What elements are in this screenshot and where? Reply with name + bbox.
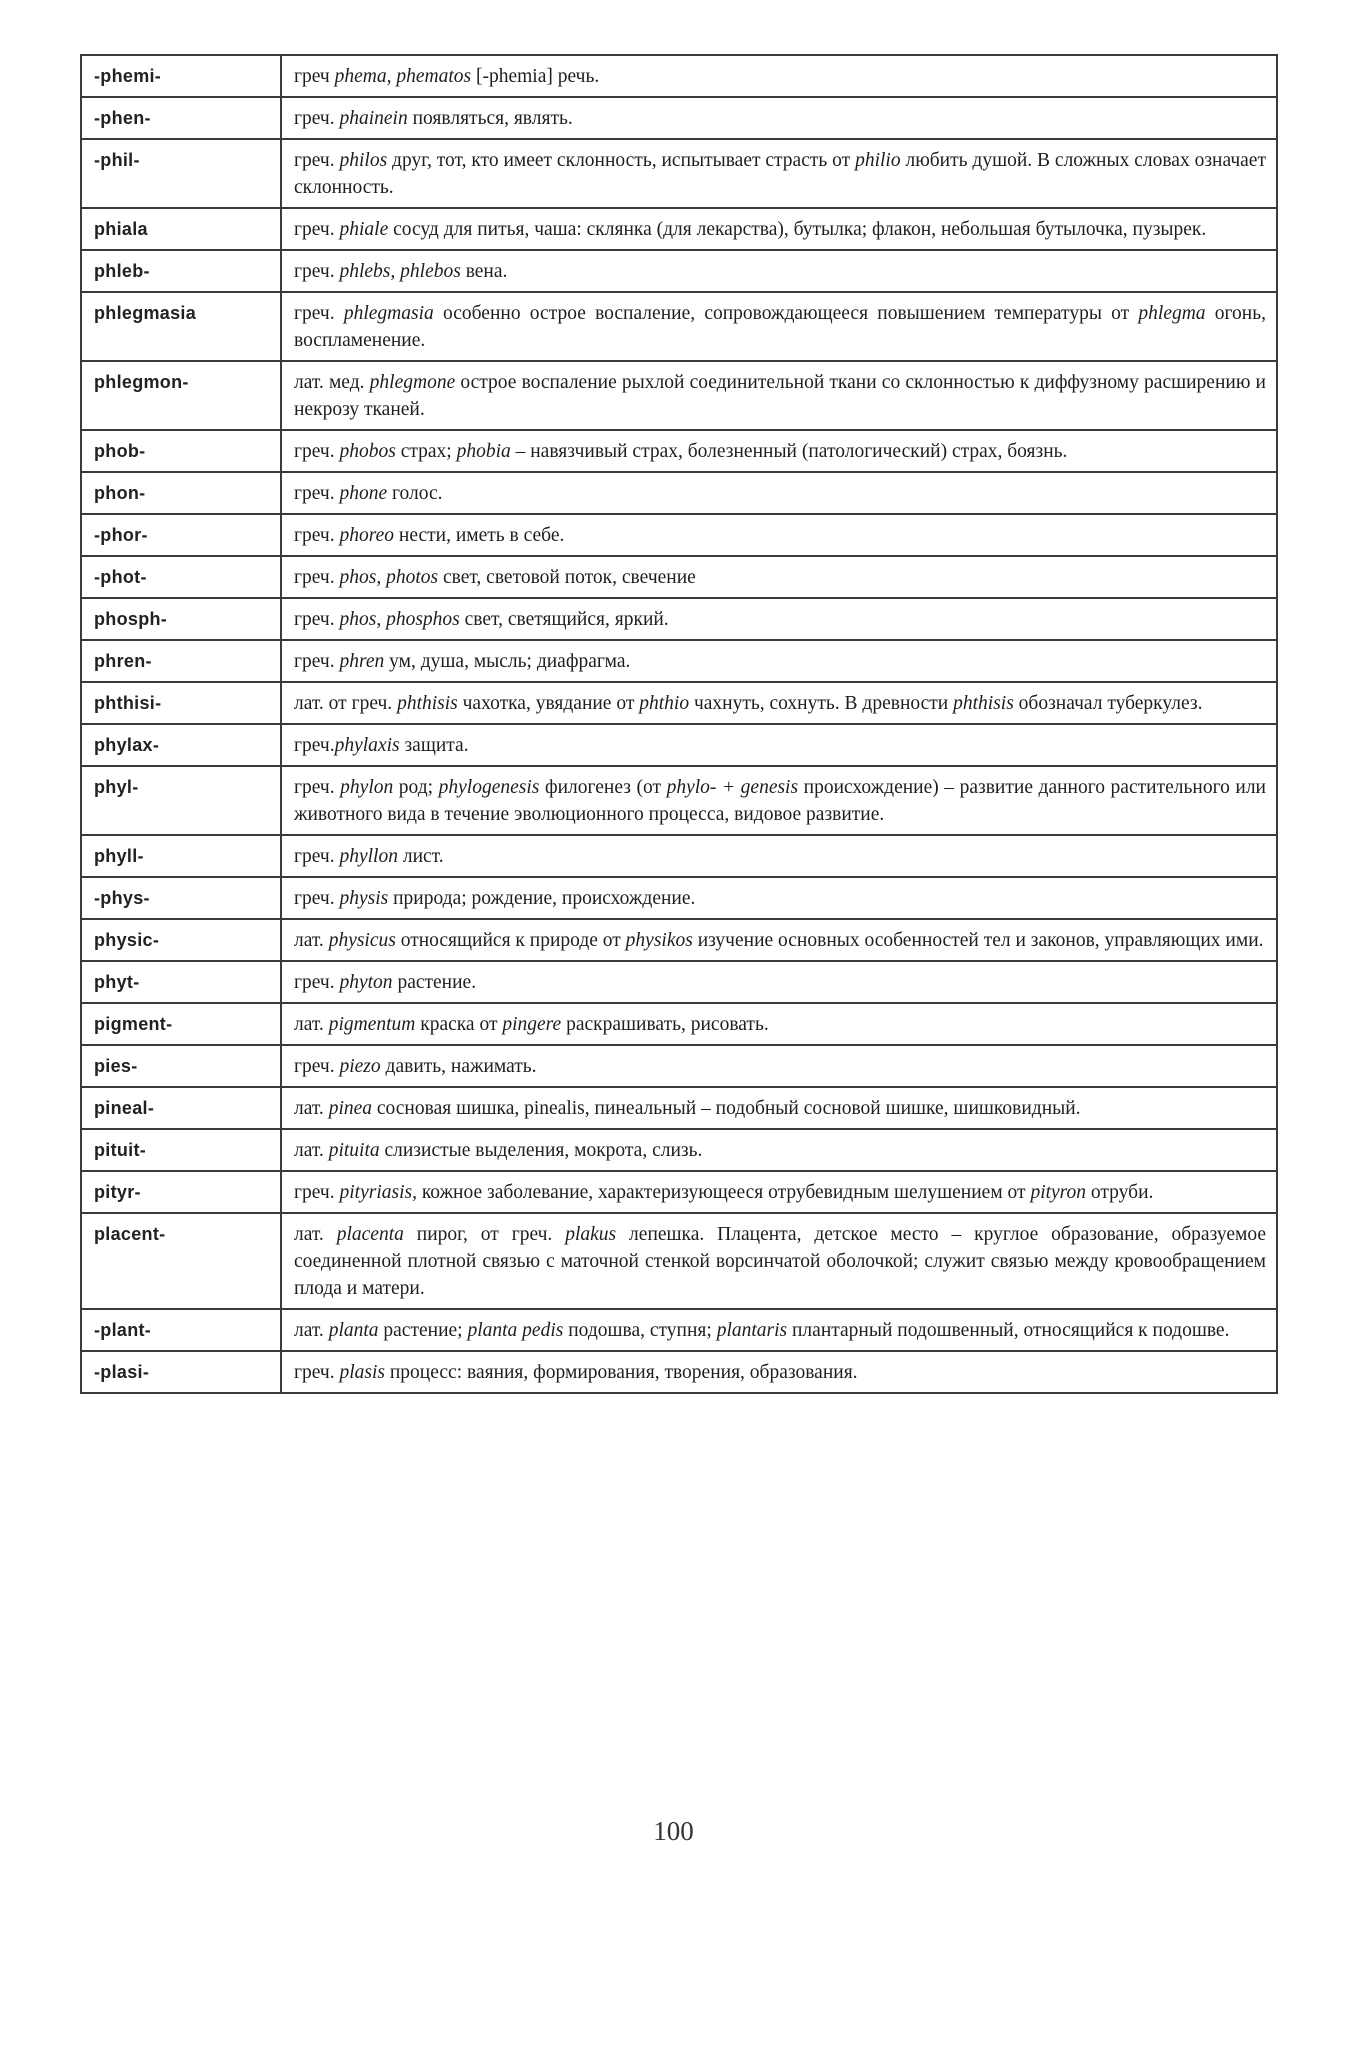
definition-term-italic: phoreo bbox=[339, 525, 395, 546]
definition-term-italic: pituita bbox=[328, 1140, 380, 1161]
term-cell: -plant- bbox=[81, 1309, 281, 1351]
definition-text: давить, нажимать. bbox=[380, 1056, 537, 1077]
definition-term-italic: plasis bbox=[339, 1362, 385, 1383]
definition-term-italic: phema, phematos bbox=[334, 66, 472, 87]
definition-text: греч. bbox=[294, 108, 340, 129]
definition-term-italic: phobia bbox=[456, 441, 511, 462]
definition-text: свет, световой поток, свечение bbox=[438, 567, 696, 588]
definition-text: защита. bbox=[399, 735, 469, 756]
definition-cell bbox=[281, 292, 1277, 361]
definition-text: греч. bbox=[294, 609, 340, 630]
definition-text: лат. bbox=[294, 930, 329, 951]
definition-term-italic: philos bbox=[339, 150, 388, 171]
table-row bbox=[81, 514, 1277, 556]
definition-text: относящийся к природе от bbox=[395, 930, 626, 951]
table-row bbox=[81, 1129, 1277, 1171]
term-cell: phleb- bbox=[81, 250, 281, 292]
definition-text: кожное заболевание, характеризующееся отрубевидным шелушением от bbox=[416, 1182, 1031, 1203]
definition-cell bbox=[281, 682, 1277, 724]
term-cell: phon- bbox=[81, 472, 281, 514]
definition-term-italic: pigmentum bbox=[328, 1014, 416, 1035]
definition-text: страх; bbox=[395, 441, 457, 462]
definition-text: обозначал туберкулез. bbox=[1013, 693, 1203, 714]
definition-term-italic: physis bbox=[339, 888, 389, 909]
term-cell: -plasi- bbox=[81, 1351, 281, 1393]
definition-text: греч. bbox=[294, 735, 335, 756]
definition-text: род; bbox=[393, 777, 439, 798]
definition-cell bbox=[281, 55, 1277, 97]
definition-cell bbox=[281, 514, 1277, 556]
definition-cell bbox=[281, 1003, 1277, 1045]
table-row bbox=[81, 292, 1277, 361]
definition-term-italic: phylo- + genesis bbox=[666, 777, 799, 798]
definition-term-italic: placenta bbox=[336, 1224, 404, 1245]
definition-cell bbox=[281, 361, 1277, 430]
definition-term-italic: phthio bbox=[639, 693, 690, 714]
definition-text: подошва, ступня; bbox=[563, 1320, 717, 1341]
definition-text: свет, светящийся, яркий. bbox=[459, 609, 669, 630]
term-cell: physic- bbox=[81, 919, 281, 961]
definition-cell bbox=[281, 1351, 1277, 1393]
definition-text: греч. bbox=[294, 846, 340, 867]
definition-text: греч. bbox=[294, 567, 340, 588]
definition-term-italic: phthisis bbox=[953, 693, 1014, 714]
definition-text: вена. bbox=[460, 261, 508, 282]
term-cell: phlegmon- bbox=[81, 361, 281, 430]
definition-text: растение. bbox=[392, 972, 477, 993]
definition-term-italic: phylaxis bbox=[334, 735, 400, 756]
definition-text: отруби. bbox=[1086, 1182, 1154, 1203]
table-row bbox=[81, 961, 1277, 1003]
definition-text: слизистые выделения, мокрота, слизь. bbox=[379, 1140, 703, 1161]
table-row bbox=[81, 361, 1277, 430]
definition-cell bbox=[281, 1045, 1277, 1087]
table-row bbox=[81, 55, 1277, 97]
definition-text: лат. мед. bbox=[294, 372, 370, 393]
definition-term-italic: philio bbox=[855, 150, 901, 171]
definition-cell bbox=[281, 1087, 1277, 1129]
term-cell: -phot- bbox=[81, 556, 281, 598]
definition-term-italic: phylogenesis bbox=[438, 777, 540, 798]
definition-term-italic: physikos bbox=[625, 930, 693, 951]
table-row bbox=[81, 835, 1277, 877]
definition-term-italic: plakus bbox=[565, 1224, 617, 1245]
definition-term-italic: planta pedis bbox=[467, 1320, 564, 1341]
definition-cell bbox=[281, 919, 1277, 961]
definition-text: греч. bbox=[294, 261, 340, 282]
definition-text: греч bbox=[294, 66, 335, 87]
definition-cell bbox=[281, 766, 1277, 835]
table-row bbox=[81, 472, 1277, 514]
table-row bbox=[81, 598, 1277, 640]
definition-term-italic: phos, photos bbox=[339, 567, 439, 588]
definition-term-italic: physicus bbox=[328, 930, 396, 951]
definition-text: филогенез (от bbox=[539, 777, 667, 798]
definition-cell bbox=[281, 139, 1277, 208]
definition-text: изучение основных особенностей тел и законов, управляющих ими. bbox=[692, 930, 1264, 951]
definition-cell bbox=[281, 877, 1277, 919]
term-cell: phosph- bbox=[81, 598, 281, 640]
definition-text: огонь, воспламенение. bbox=[294, 303, 1267, 351]
definition-text: греч. bbox=[294, 777, 341, 798]
table-row bbox=[81, 724, 1277, 766]
table-row bbox=[81, 139, 1277, 208]
table-row bbox=[81, 682, 1277, 724]
definition-text: греч. bbox=[294, 150, 340, 171]
definition-cell bbox=[281, 1171, 1277, 1213]
glossary-table bbox=[80, 54, 1278, 1394]
table-row bbox=[81, 1087, 1277, 1129]
definition-text: острое воспаление рыхлой соединительной ткани со склонностью к диффузному расширению и некрозу тканей. bbox=[294, 372, 1266, 420]
definition-term-italic: phylon bbox=[340, 777, 394, 798]
table-row bbox=[81, 250, 1277, 292]
definition-term-italic: planta bbox=[328, 1320, 379, 1341]
term-cell: -phys- bbox=[81, 877, 281, 919]
table-row bbox=[81, 1351, 1277, 1393]
definition-text: сосуд для питья, чаша: склянка (для лекарства), бутылка; флакон, небольшая бутылочка, пузырек. bbox=[388, 219, 1207, 240]
table-row bbox=[81, 1003, 1277, 1045]
term-cell: phyl- bbox=[81, 766, 281, 835]
definition-text: особенно острое воспаление, сопровождающееся повышением температуры от bbox=[433, 303, 1139, 324]
definition-text: лепешка. Плацента, детское место – круглое образование, образуемое соединенной плотной связью с маточной стенкой ворсинчатой оболочкой; служит связью между кровообращением плода и матери. bbox=[294, 1224, 1266, 1299]
definition-text: лат. bbox=[294, 1224, 337, 1245]
term-cell: phyll- bbox=[81, 835, 281, 877]
term-cell: -phil- bbox=[81, 139, 281, 208]
term-cell: phyt- bbox=[81, 961, 281, 1003]
definition-term-italic: phiale bbox=[339, 219, 389, 240]
definition-text: греч. bbox=[294, 972, 340, 993]
definition-term-italic: phlebs, phlebos bbox=[339, 261, 461, 282]
definition-term-italic: phlegmasia bbox=[343, 303, 434, 324]
definition-text: лат. bbox=[294, 1014, 329, 1035]
term-cell: pituit- bbox=[81, 1129, 281, 1171]
term-cell: phlegmasia bbox=[81, 292, 281, 361]
term-cell: phthisi- bbox=[81, 682, 281, 724]
table-row bbox=[81, 919, 1277, 961]
definition-text: любить душой. В сложных словах означает склонность. bbox=[294, 150, 1266, 198]
definition-text: сосновая шишка, pinealis, пинеальный – подобный сосновой шишке, шишковидный. bbox=[372, 1098, 1081, 1119]
definition-cell bbox=[281, 1213, 1277, 1309]
table-row bbox=[81, 430, 1277, 472]
definition-text: растение; bbox=[378, 1320, 468, 1341]
definition-cell bbox=[281, 250, 1277, 292]
term-cell: -phemi- bbox=[81, 55, 281, 97]
definition-term-italic: plantaris bbox=[716, 1320, 788, 1341]
definition-text: [-phemia] речь. bbox=[471, 66, 600, 87]
definition-cell bbox=[281, 835, 1277, 877]
definition-term-italic: phyton bbox=[339, 972, 393, 993]
definition-text: краска от bbox=[415, 1014, 503, 1035]
definition-term-italic: pingere bbox=[502, 1014, 562, 1035]
term-cell: phiala bbox=[81, 208, 281, 250]
definition-term-italic: piezo bbox=[339, 1056, 381, 1077]
definition-cell bbox=[281, 472, 1277, 514]
definition-cell bbox=[281, 961, 1277, 1003]
definition-text: плантарный подошвенный, относящийся к подошве. bbox=[787, 1320, 1230, 1341]
definition-text: лат. от греч. bbox=[294, 693, 398, 714]
definition-term-italic: phobos bbox=[339, 441, 396, 462]
definition-text: голос. bbox=[387, 483, 443, 504]
definition-text: ум, душа, мысль; диафрагма. bbox=[384, 651, 631, 672]
definition-term-italic: pityron bbox=[1030, 1182, 1087, 1203]
table-row bbox=[81, 877, 1277, 919]
definition-text: раскрашивать, рисовать. bbox=[561, 1014, 769, 1035]
definition-text: лат. bbox=[294, 1140, 329, 1161]
term-cell: phylax- bbox=[81, 724, 281, 766]
term-cell: pigment- bbox=[81, 1003, 281, 1045]
definition-text: нести, иметь в себе. bbox=[394, 525, 565, 546]
page-number: 100 bbox=[653, 1816, 694, 1846]
table-row bbox=[81, 766, 1277, 835]
definition-text: друг, тот, кто имеет склонность, испытывает страсть от bbox=[387, 150, 856, 171]
definition-text: лист. bbox=[397, 846, 444, 867]
definition-text: греч. bbox=[294, 1056, 340, 1077]
table-row bbox=[81, 1213, 1277, 1309]
table-row bbox=[81, 556, 1277, 598]
definition-text: лат. bbox=[294, 1098, 329, 1119]
table-row bbox=[81, 1309, 1277, 1351]
definition-cell bbox=[281, 97, 1277, 139]
definition-text: чахотка, увядание от bbox=[457, 693, 640, 714]
definition-term-italic: phlegmone bbox=[369, 372, 456, 393]
definition-term-italic: pinea bbox=[328, 1098, 373, 1119]
definition-term-italic: phthisis bbox=[397, 693, 458, 714]
definition-text: греч. bbox=[294, 483, 340, 504]
definition-text: греч. bbox=[294, 651, 340, 672]
definition-text: греч. bbox=[294, 1182, 340, 1203]
definition-cell bbox=[281, 208, 1277, 250]
definition-text: греч. bbox=[294, 219, 340, 240]
definition-text: чахнуть, сохнуть. В древности bbox=[689, 693, 954, 714]
definition-cell bbox=[281, 556, 1277, 598]
definition-cell bbox=[281, 430, 1277, 472]
term-cell: placent- bbox=[81, 1213, 281, 1309]
table-row bbox=[81, 1045, 1277, 1087]
definition-text: греч. bbox=[294, 441, 340, 462]
definition-text: греч. bbox=[294, 1362, 340, 1383]
definition-text: – навязчивый страх, болезненный (патологический) страх, боязнь. bbox=[510, 441, 1068, 462]
table-row bbox=[81, 1171, 1277, 1213]
definition-text: греч. bbox=[294, 303, 344, 324]
definition-text: появляться, являть. bbox=[407, 108, 573, 129]
definition-term-italic: phos, phosphos bbox=[339, 609, 460, 630]
definition-text: пирог, от греч. bbox=[403, 1224, 566, 1245]
definition-term-italic: phyllon bbox=[339, 846, 398, 867]
term-cell: pineal- bbox=[81, 1087, 281, 1129]
definition-text: лат. bbox=[294, 1320, 329, 1341]
term-cell: pityr- bbox=[81, 1171, 281, 1213]
term-cell: -phen- bbox=[81, 97, 281, 139]
definition-term-italic: phren bbox=[339, 651, 385, 672]
definition-text: природа; рождение, происхождение. bbox=[388, 888, 696, 909]
term-cell: -phor- bbox=[81, 514, 281, 556]
definition-cell bbox=[281, 598, 1277, 640]
term-cell: phob- bbox=[81, 430, 281, 472]
definition-cell bbox=[281, 1309, 1277, 1351]
definition-text: греч. bbox=[294, 888, 340, 909]
definition-text: происхождение) – развитие данного растительного или животного вида в течение эволюционного процесса, видовое развитие. bbox=[294, 777, 1266, 825]
table-row bbox=[81, 640, 1277, 682]
definition-term-italic: phainein bbox=[339, 108, 408, 129]
definition-cell bbox=[281, 640, 1277, 682]
definition-term-italic: pityriasis, bbox=[339, 1182, 417, 1203]
definition-cell bbox=[281, 724, 1277, 766]
table-row bbox=[81, 208, 1277, 250]
glossary-table-body bbox=[81, 55, 1277, 1393]
term-cell: pies- bbox=[81, 1045, 281, 1087]
term-cell: phren- bbox=[81, 640, 281, 682]
definition-text: греч. bbox=[294, 525, 340, 546]
definition-term-italic: phone bbox=[339, 483, 388, 504]
definition-text: процесс: ваяния, формирования, творения, образования. bbox=[385, 1362, 858, 1383]
definition-term-italic: phlegma bbox=[1138, 303, 1206, 324]
definition-cell bbox=[281, 1129, 1277, 1171]
table-row bbox=[81, 97, 1277, 139]
